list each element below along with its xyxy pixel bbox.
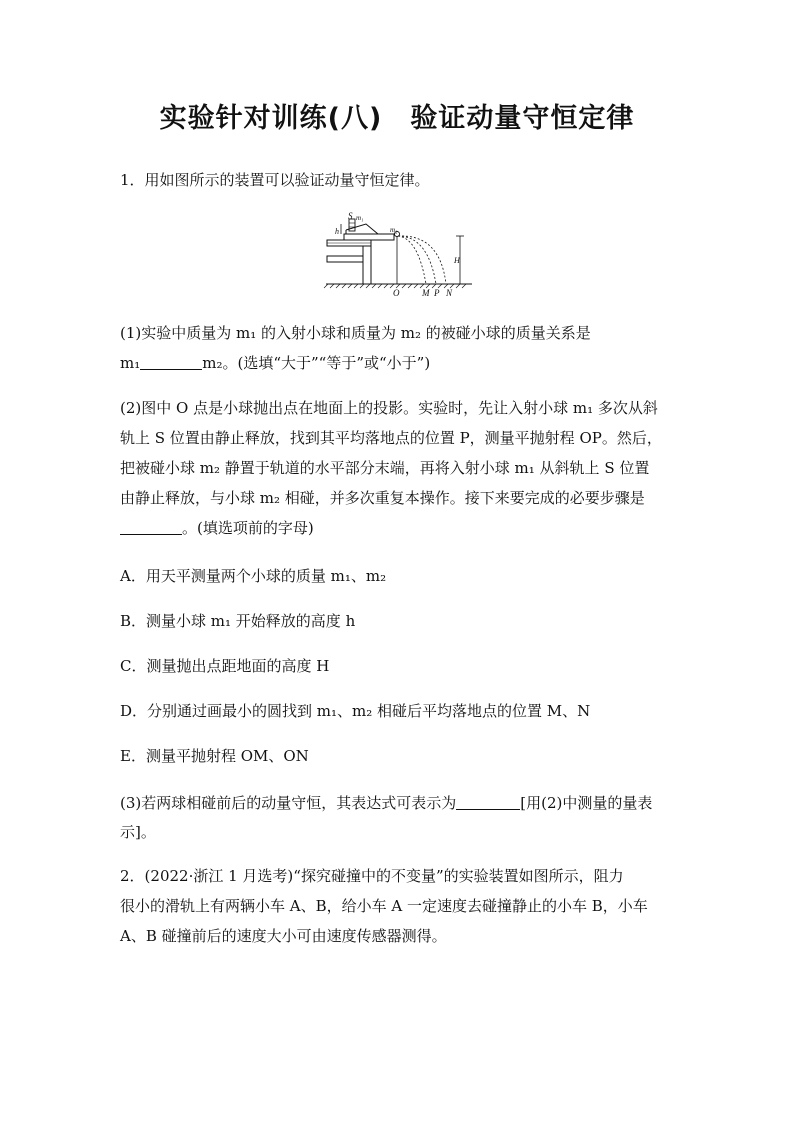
label-h: h [335, 227, 339, 236]
label-O: O [393, 288, 400, 298]
label-S: S [348, 211, 353, 221]
q2-line3: A、B 碰撞前后的速度大小可由速度传感器测得。 [120, 927, 447, 945]
q1-part2-hint: 。(填选项前的字母) [182, 519, 314, 537]
q1-part2-line1: (2)图中 O 点是小球抛出点在地面上的投影。实验时，先让入射小球 m₁ 多次从斜 [120, 399, 658, 417]
experiment-figure [322, 210, 474, 298]
label-M: M [422, 288, 430, 298]
answer-blank-2[interactable] [120, 520, 182, 535]
q1-part1-choices: m₂。(选填“大于”“等于”或“小于”) [202, 354, 431, 372]
q1-part3-line2: 示]。 [120, 823, 156, 841]
title-sub: 验证动量守恒定律 [410, 103, 635, 134]
q1-part3-text-a: (3)若两球相碰前后的动量守恒，其表达式可表示为 [120, 794, 457, 812]
q2-line2: 很小的滑轨上有两辆小车 A、B，给小车 A 一定速度去碰撞静止的小车 B，小车 [120, 897, 648, 915]
q1-part2-line2: 轨上 S 位置由静止释放，找到其平均落地点的位置 P，测量平抛射程 OP。然后， [120, 429, 662, 447]
label-H: H [454, 256, 460, 265]
title-main: 实验针对训练(八) [159, 103, 383, 134]
q1-intro: 1．用如图所示的装置可以验证动量守恒定律。 [120, 171, 430, 189]
q1-part2-line4: 由静止释放，与小球 m₂ 相碰，并多次重复本操作。接下来要完成的必要步骤是 [120, 489, 645, 507]
label-m1: m₁ [356, 214, 364, 222]
option-b: B．测量小球 m₁ 开始释放的高度 h [120, 612, 356, 630]
option-a: A．用天平测量两个小球的质量 m₁、m₂ [120, 567, 387, 585]
label-N: N [446, 288, 453, 298]
option-c: C．测量抛出点距地面的高度 H [120, 657, 330, 675]
page-title [0, 96, 794, 135]
option-d: D．分别通过画最小的圆找到 m₁、m₂ 相碰后平均落地点的位置 M、N [120, 702, 591, 720]
q1-part1-line1: (1)实验中质量为 m₁ 的入射小球和质量为 m₂ 的被碰小球的质量关系是 [120, 324, 591, 342]
option-e: E．测量平抛射程 OM、ON [120, 747, 309, 765]
q1-part3-text-b: [用(2)中测量的量表 [520, 794, 653, 812]
q1-part1-line2 [120, 353, 430, 373]
q2-line1: 2．(2022·浙江 1 月选考)“探究碰撞中的不变量”的实验装置如图所示，阻力 [120, 867, 624, 885]
q1-part2-line5 [120, 518, 314, 538]
q1-part1-m1: m₁ [120, 354, 141, 372]
q1-part2-line3: 把被碰小球 m₂ 静置于轨道的水平部分末端，再将入射小球 m₁ 从斜轨上 S 位置 [120, 459, 650, 477]
answer-blank-1[interactable] [140, 355, 202, 370]
label-m2: m₂ [390, 226, 398, 234]
q1-part3-line1 [120, 793, 652, 813]
answer-blank-3[interactable] [456, 795, 520, 810]
label-P: P [434, 288, 440, 298]
